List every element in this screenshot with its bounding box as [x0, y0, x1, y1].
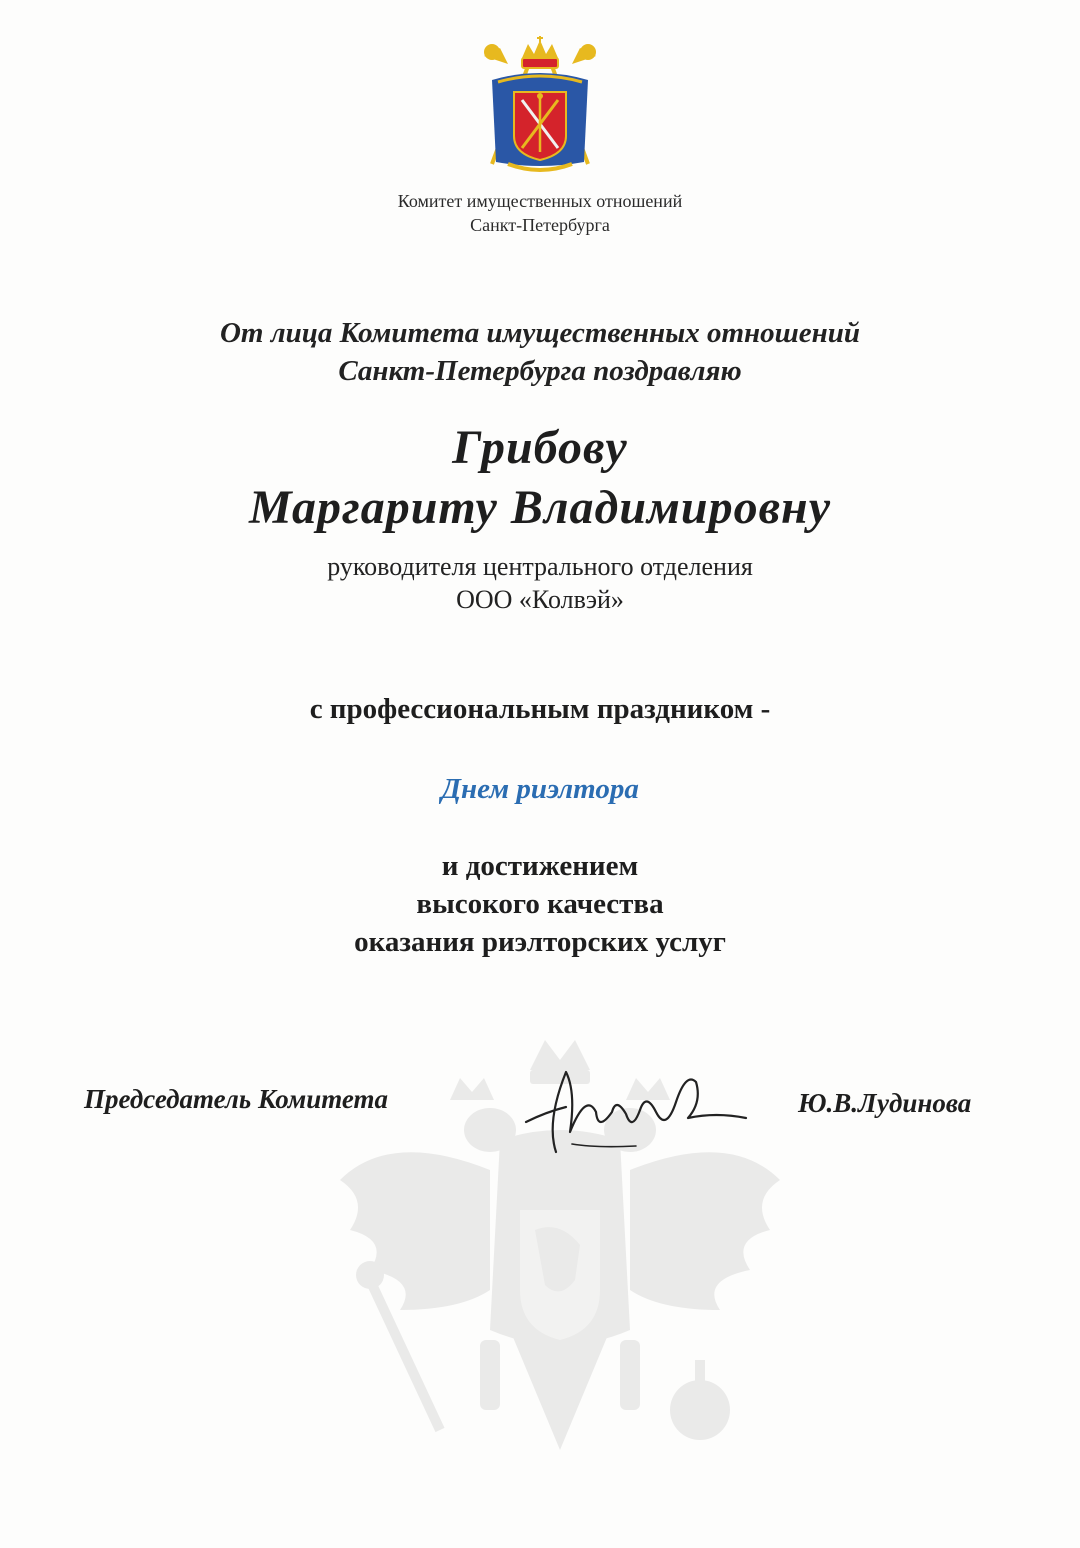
- recipient-given-names: Маргариту Владимировну: [249, 481, 831, 534]
- lead-line-1: От лица Комитета имущественных отношений: [219, 317, 861, 349]
- position-line-1: руководителя центрального отделения: [327, 552, 753, 581]
- saint-petersburg-coat-of-arms-icon: [478, 36, 602, 176]
- greeting-lead: [0, 314, 1080, 390]
- position-line-2: ООО «Колвэй»: [456, 585, 624, 614]
- org-line-2: Санкт-Петербурга: [470, 215, 610, 235]
- recipient-position: [0, 550, 1080, 616]
- achievement-line-1: и достижением: [441, 850, 639, 882]
- issuing-organization: [0, 189, 1080, 237]
- achievement-line-2: высокого качества: [416, 888, 664, 920]
- holiday-intro: с профессиональным праздником -: [309, 693, 771, 725]
- holiday-name: Днем риэлтора: [441, 773, 639, 805]
- org-line-1: Комитет имущественных отношений: [397, 191, 683, 211]
- achievement-text: [0, 847, 1080, 961]
- recipient-surname: Грибову: [452, 421, 628, 474]
- achievement-line-3: оказания риэлторских услуг: [354, 926, 726, 958]
- handwritten-signature-icon: [516, 1052, 756, 1172]
- chair-name: Ю.В.Лудинова: [798, 1088, 972, 1118]
- recipient-name: [0, 418, 1080, 538]
- lead-line-2: Санкт-Петербурга поздравляю: [338, 355, 742, 387]
- chair-title: Председатель Комитета: [84, 1084, 388, 1114]
